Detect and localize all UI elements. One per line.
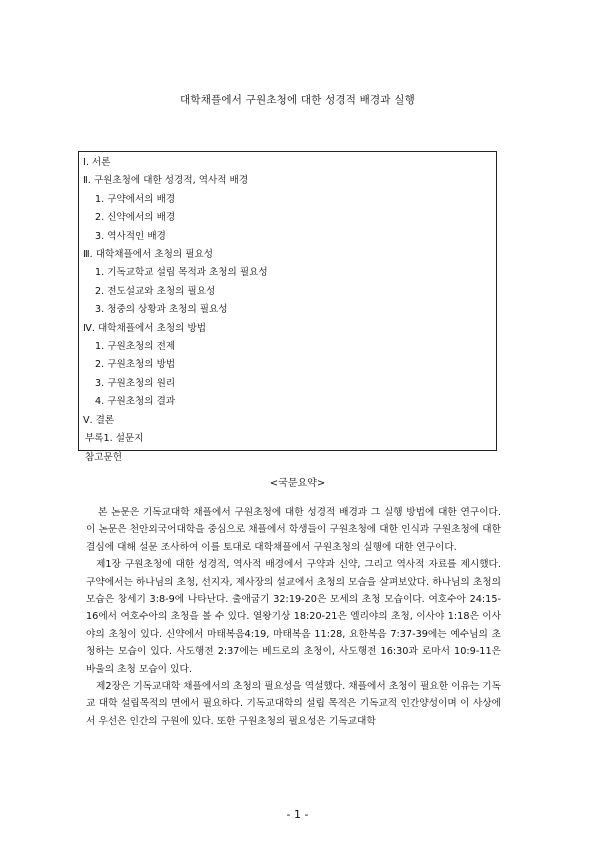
- toc-entry: 부록1. 설문지: [85, 433, 144, 445]
- toc-entry: 참고문헌: [85, 451, 123, 463]
- toc-entry: 3. 청중의 상황과 초청의 필요성: [95, 304, 228, 316]
- toc-entry: 2. 신약에서의 배경: [95, 212, 176, 224]
- toc-entry: Ⅰ. 서론: [83, 157, 111, 168]
- abstract-body: [86, 504, 501, 730]
- toc-entry: 1. 구약에서의 배경: [95, 193, 176, 205]
- abstract-heading: <국문요약>: [269, 478, 326, 489]
- toc-entry: 3. 역사적인 배경: [95, 230, 166, 242]
- document-title: 대학채플에서 구원초청에 대한 성경적 배경과 실행: [180, 94, 415, 106]
- abstract-paragraph-3: 제2장은 기독교대학 채플에서의 초청의 필요성을 역설했다. 채플에서 초청이 필요한 이유는 기독교 대학 설립목적의 면에서 필요하다. 기독교대학의 설립 목적은 기독교적 인간양성이며 이 사상에서 우선은 인간의 구원에 있다. 또한 구원초청의 필요성은 기독교대학: [86, 681, 502, 727]
- toc-entry: 4. 구원초청의 결과: [95, 396, 176, 408]
- toc-entry: 2. 전도설교와 초청의 필요성: [95, 285, 216, 297]
- toc-entry: 3. 구원초청의 원리: [95, 377, 176, 389]
- toc-entry: Ⅳ. 대학채플에서 초청의 방법: [83, 322, 206, 334]
- table-of-contents: [78, 151, 497, 463]
- abstract-paragraph-1: 본 논문은 기독교대학 채플에서 구원초청에 대한 성경적 배경과 그 실행 방법에 대한 연구이다. 이 논문은 천안외국어대학을 중심으로 채플에서 학생들이 구원초청에 대한 인식과 구원초청에 대한 결심에 대해 설문 조사하여 이를 토대로 대학채플에서 구원초청의 실행에 대한 연구이다.: [86, 507, 501, 553]
- abstract-paragraph-2: 제1장 구원초청에 대한 성경적, 역사적 배경에서 구약과 신약, 그리고 역사적 자료를 제시했다. 구약에서는 하나님의 초청, 선지자, 제사장의 설교에서 초청의 모습을 살펴보았다. 하나님의 초청의 모습은 창세기 3:8-9에 나타난다. 출애굽기 32:19-20은 모세의 초청 모습이다. 여호수아 24:15-16에서 여호수아의 초청을 볼 수 있다. 열왕기상 18:20-21은 엘리야의 초청, 이사야 1:18은 이사야의 초청이 있다. 신약에서 마태복음4:19, 마태복음 11:28, 요한복음 7:37-39에는 예수님의 초청하는 모습이 있다. 사도행전 2:37에는 베드로의 초청이, 사도행전 16:30과 로마서 10:9-11은 바울의 초청 모습이 있다.: [86, 559, 501, 675]
- toc-entry: Ⅲ. 대학채플에서 초청의 필요성: [83, 249, 214, 261]
- toc-entry: 2. 구원초청의 방법: [95, 359, 176, 371]
- toc-entry: Ⅱ. 구원초청에 대한 성경적, 역사적 배경: [83, 175, 249, 187]
- page-number: - 1 -: [286, 808, 309, 821]
- toc-entry: Ⅴ. 결론: [83, 414, 115, 426]
- toc-entry: 1. 구원초청의 전제: [95, 341, 176, 353]
- toc-entry: 1. 기독교학교 설립 목적과 초청의 필요성: [95, 267, 268, 279]
